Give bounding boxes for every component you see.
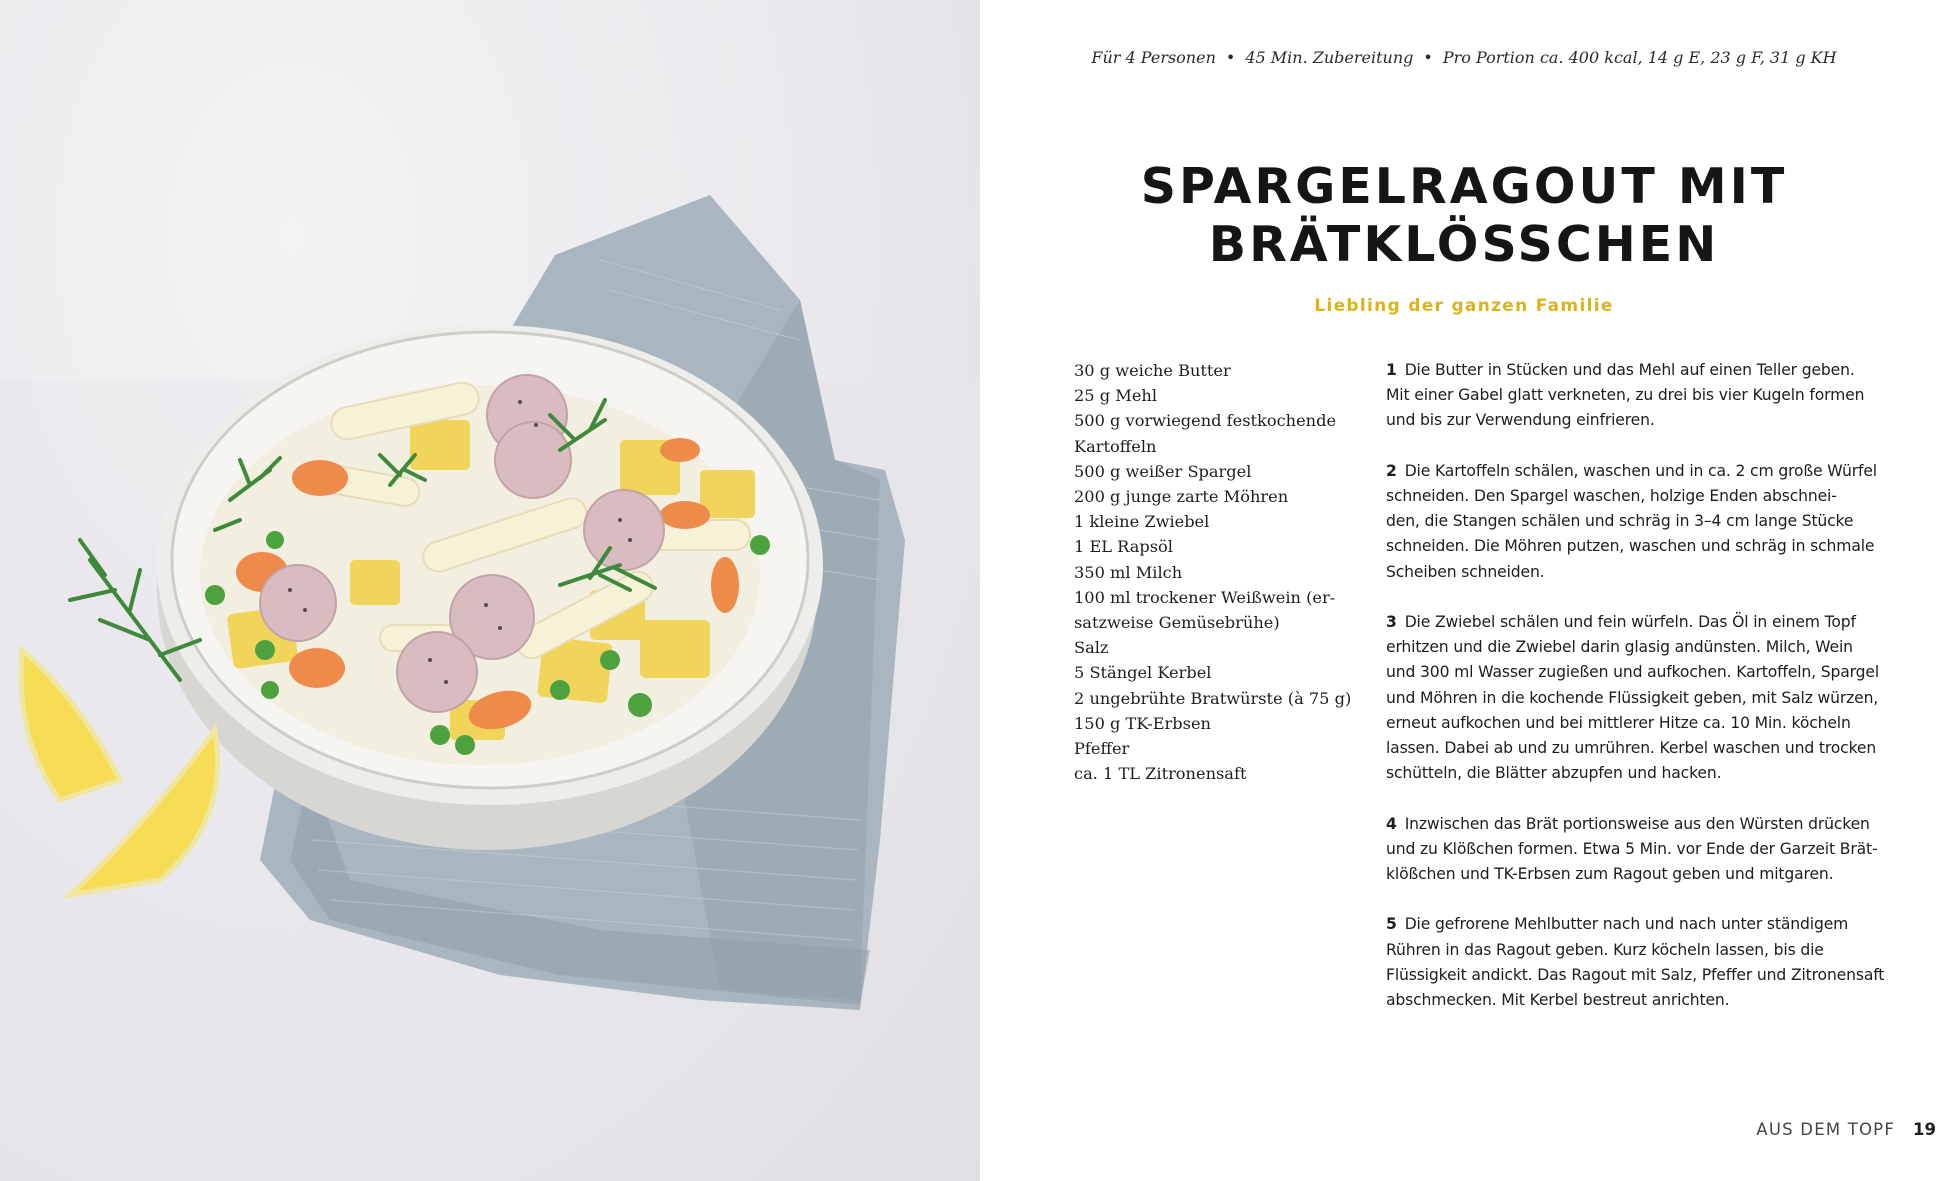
- step-text: Die gefrorene Mehlbutter nach und nach unter ständigem: [1404, 915, 1849, 934]
- ingredient-item: 25 g Mehl: [1074, 386, 1158, 406]
- step-5: [1386, 912, 1906, 1013]
- recipe-page: [980, 0, 1948, 1181]
- step-text: Die Zwiebel schälen und fein würfeln. Das Öl in einem Topf: [1404, 613, 1856, 631]
- ingredient-item: 500 g weißer Spargel: [1074, 461, 1252, 481]
- ingredient-item: Pfeffer: [1074, 739, 1130, 759]
- meta-separator: •: [1225, 48, 1236, 67]
- ingredient-item: Salz: [1074, 638, 1109, 658]
- step-text: und 300 ml Wasser zugießen und aufkochen. Kartoffeln, Spargel: [1386, 663, 1880, 682]
- meta-separator: •: [1423, 48, 1433, 67]
- ingredient-item: 1 EL Rapsöl: [1074, 537, 1173, 557]
- step-4: [1386, 812, 1906, 888]
- ingredient-item: 500 g vorwiegend festkochende: [1074, 411, 1337, 431]
- step-text: erneut aufkochen und bei mittlerer Hitze ca. 10 Min. köcheln: [1386, 713, 1851, 732]
- recipe-meta: [980, 48, 1948, 67]
- ingredient-item: ca. 1 TL Zitronensaft: [1074, 764, 1247, 784]
- step-text: den, die Stangen schälen und schräg in 3–4 cm lange Stücke: [1386, 512, 1854, 531]
- ingredient-item: 200 g junge zarte Möhren: [1074, 487, 1289, 507]
- step-text: Rühren in das Ragout geben. Kurz köcheln lassen, bis die: [1386, 940, 1824, 959]
- step-text: Die Butter in Stücken und das Mehl auf einen Teller geben.: [1404, 361, 1855, 379]
- ingredient-item: 150 g TK-Erbsen: [1074, 713, 1211, 733]
- step-2: [1386, 459, 1906, 585]
- recipe-title-line: BRÄTKLÖSSCHEN: [1208, 216, 1720, 273]
- ingredient-item: 5 Stängel Kerbel: [1074, 663, 1212, 683]
- step-text: erhitzen und die Zwiebel darin glasig andünsten. Milch, Wein: [1386, 638, 1853, 657]
- step-3: [1386, 610, 1906, 786]
- ingredient-item: 350 ml Milch: [1074, 562, 1183, 582]
- page-number: 19: [1913, 1120, 1936, 1139]
- step-number: 3: [1386, 613, 1397, 631]
- step-number: 5: [1386, 915, 1397, 934]
- step-number: 4: [1386, 814, 1397, 833]
- step-number: 1: [1386, 361, 1397, 379]
- recipe-title: [980, 158, 1948, 274]
- step-text: schütteln, die Blätter abzupfen und hacken.: [1386, 764, 1722, 783]
- step-text: Die Kartoffeln schälen, waschen und in ca. 2 cm große Würfel: [1404, 461, 1877, 480]
- servings: Für 4 Personen: [1091, 48, 1216, 67]
- step-1: [1386, 358, 1906, 434]
- ingredient-item-continued: Kartoffeln: [1074, 436, 1157, 456]
- step-text: schneiden. Den Spargel waschen, holzige Enden abschnei-: [1386, 487, 1837, 505]
- page-footer: [1756, 1120, 1936, 1139]
- step-text: abschmecken. Mit Kerbel bestreut anrichten.: [1386, 991, 1730, 1010]
- step-text: und bis zur Verwendung einfrieren.: [1386, 411, 1655, 430]
- step-text: klößchen und TK-Erbsen zum Ragout geben und mitgaren.: [1386, 865, 1834, 884]
- step-text: lassen. Dabei ab und zu umrühren. Kerbel waschen und trocken: [1386, 739, 1877, 758]
- ingredient-item: 2 ungebrühte Bratwürste (à 75 g): [1074, 688, 1352, 708]
- ingredient-item: 100 ml trockener Weißwein (er-: [1074, 587, 1336, 607]
- step-text: Mit einer Gabel glatt verkneten, zu drei bis vier Kugeln formen: [1386, 386, 1865, 405]
- ingredient-list: [1074, 358, 1364, 786]
- step-text: Flüssigkeit andickt. Das Ragout mit Salz, Pfeffer und Zitronensaft: [1386, 965, 1885, 984]
- ingredient-item-continued: satzweise Gemüsebrühe): [1074, 613, 1280, 633]
- recipe-title-line: SPARGELRAGOUT MIT: [1140, 158, 1788, 215]
- ingredient-item: 1 kleine Zwiebel: [1074, 512, 1210, 532]
- section-name: AUS DEM TOPF: [1756, 1120, 1896, 1139]
- step-text: Scheiben schneiden.: [1386, 562, 1545, 581]
- nutrition-info: Pro Portion ca. 400 kcal, 14 g E, 23 g F, 31 g KH: [1442, 48, 1837, 67]
- recipe-subtitle: Liebling der ganzen Familie: [1314, 296, 1614, 316]
- step-number: 2: [1386, 461, 1397, 480]
- method-steps: [1386, 358, 1906, 1038]
- step-text: und zu Klößchen formen. Etwa 5 Min. vor Ende der Garzeit Brät-: [1386, 839, 1878, 858]
- ingredient-item: 30 g weiche Butter: [1074, 361, 1231, 380]
- prep-time: 45 Min. Zubereitung: [1245, 48, 1414, 67]
- step-text: und Möhren in die kochende Flüssigkeit geben, mit Salz würzen,: [1386, 688, 1879, 707]
- step-text: schneiden. Die Möhren putzen, waschen und schräg in schmale: [1386, 537, 1875, 556]
- step-text: Inzwischen das Brät portionsweise aus den Würsten drücken: [1404, 814, 1870, 833]
